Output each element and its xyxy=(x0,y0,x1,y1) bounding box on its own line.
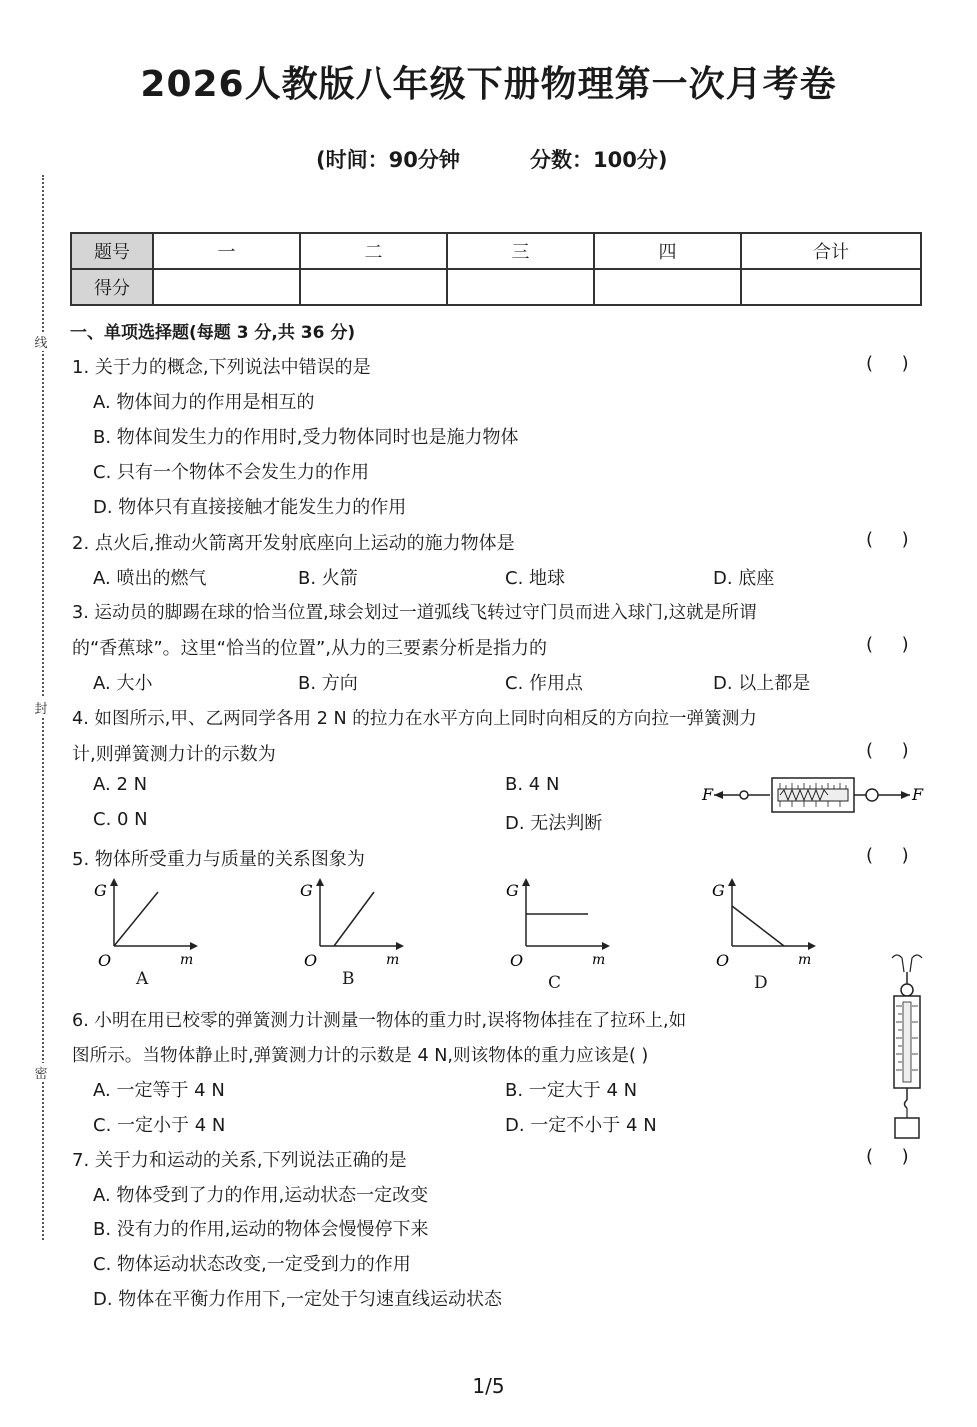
q2-answer-paren[interactable]: ( ) xyxy=(866,529,909,550)
q7-option-a: A. 物体受到了力的作用,运动状态一定改变 xyxy=(93,1185,429,1206)
exam-time: (时间：90分钟 xyxy=(316,148,460,172)
q5-answer-paren[interactable]: ( ) xyxy=(866,845,909,866)
page-number: 1/5 xyxy=(472,1374,505,1398)
q3-stem-line-2: 的“香蕉球”。这里“恰当的位置”,从力的三要素分析是指力的 xyxy=(72,638,548,659)
score-table-col-total: 合计 xyxy=(741,233,921,269)
page-title: 2026人教版八年级下册物理第一次月考卷 xyxy=(140,64,837,105)
score-table-col-4: 四 xyxy=(594,233,741,269)
q7-option-b: B. 没有力的作用,运动的物体会慢慢停下来 xyxy=(93,1219,429,1240)
q1-option-c: C. 只有一个物体不会发生力的作用 xyxy=(93,462,370,483)
score-table-col-1: 一 xyxy=(153,233,300,269)
score-cell-total[interactable] xyxy=(741,269,921,305)
score-cell-4[interactable] xyxy=(594,269,741,305)
score-table-col-2: 二 xyxy=(300,233,447,269)
q5-graph-a-x-arrow-icon xyxy=(190,942,198,950)
q5-graph-b xyxy=(294,876,414,976)
q5-graph-d-label: D xyxy=(754,973,768,993)
q5-graph-c-origin: O xyxy=(510,951,524,970)
q1-option-b: B. 物体间发生力的作用时,受力物体同时也是施力物体 xyxy=(93,427,519,448)
q6-stem-line-2: 图所示。当物体静止时,弹簧测力计的示数是 4 N,则该物体的重力应该是( ) xyxy=(72,1046,649,1066)
q6-option-b: B. 一定大于 4 N xyxy=(505,1080,638,1101)
q7-stem: 7. 关于力和运动的关系,下列说法正确的是 xyxy=(72,1150,407,1171)
section-1-title: 一、单项选择题(每题 3 分,共 36 分) xyxy=(70,323,356,343)
q6-hand-icon xyxy=(892,955,922,972)
q7-answer-paren[interactable]: ( ) xyxy=(866,1146,909,1167)
q4-stem-line-2: 计,则弹簧测力计的示数为 xyxy=(72,744,276,765)
q4-left-hook-icon xyxy=(740,791,748,799)
q5-graph-c-y-label: G xyxy=(506,881,519,900)
q6-hanging-scale-figure xyxy=(882,950,932,1140)
q6-weight-block xyxy=(895,1118,919,1138)
q5-graph-b-y-arrow-icon xyxy=(316,878,324,886)
q3-stem-line-1: 3. 运动员的脚踢在球的恰当位置,球会划过一道弧线飞转过守门员而进入球门,这就是所谓 xyxy=(72,603,757,623)
q5-graph-d-line xyxy=(732,906,784,946)
q3-option-c: C. 作用点 xyxy=(505,673,584,694)
q5-graph-a-y-label: G xyxy=(94,881,107,900)
binding-char-secret: 密 xyxy=(30,1063,52,1082)
q3-option-d: D. 以上都是 xyxy=(713,673,811,694)
score-table xyxy=(70,232,922,306)
q5-graph-c-x-arrow-icon xyxy=(602,942,610,950)
score-table-score-row xyxy=(71,269,921,305)
q5-graph-a-line xyxy=(114,892,158,946)
q4-left-arrow-icon xyxy=(714,791,723,799)
q3-option-a: A. 大小 xyxy=(93,673,153,694)
q2-option-c: C. 地球 xyxy=(505,568,566,589)
q4-spring-scale-figure xyxy=(700,770,930,820)
q6-scale-slot xyxy=(903,1002,911,1082)
q2-stem: 2. 点火后,推动火箭离开发射底座向上运动的施力物体是 xyxy=(72,533,515,554)
q1-option-a: A. 物体间力的作用是相互的 xyxy=(93,392,315,413)
q5-graph-a-y-arrow-icon xyxy=(110,878,118,886)
q6-option-a: A. 一定等于 4 N xyxy=(93,1080,225,1101)
q5-graph-d-y-arrow-icon xyxy=(728,878,736,886)
q5-graph-d xyxy=(706,876,826,976)
score-cell-2[interactable] xyxy=(300,269,447,305)
q5-graph-b-x-label: m xyxy=(386,952,400,968)
q5-graph-b-y-label: G xyxy=(300,881,313,900)
q5-graph-a-label: A xyxy=(136,969,149,989)
q2-option-d: D. 底座 xyxy=(713,568,775,589)
q4-option-c: C. 0 N xyxy=(93,809,148,830)
score-table-header-row xyxy=(71,233,921,269)
q5-graph-c-y-arrow-icon xyxy=(522,878,530,886)
q5-graph-d-origin: O xyxy=(716,951,730,970)
q4-answer-paren[interactable]: ( ) xyxy=(866,740,909,761)
q7-option-d: D. 物体在平衡力作用下,一定处于匀速直线运动状态 xyxy=(93,1289,503,1310)
q5-graph-a-origin: O xyxy=(98,951,112,970)
q4-force-label-right: F xyxy=(912,785,924,804)
q5-graph-b-origin: O xyxy=(304,951,318,970)
score-table-col-3: 三 xyxy=(447,233,594,269)
q5-graph-c-label: C xyxy=(548,973,562,993)
q5-graph-d-x-label: m xyxy=(798,952,812,968)
q4-right-arrow-icon xyxy=(901,791,910,799)
q4-option-b: B. 4 N xyxy=(505,774,560,795)
q5-graph-c xyxy=(500,876,620,976)
q5-graph-b-x-arrow-icon xyxy=(396,942,404,950)
q1-stem: 1. 关于力的概念,下列说法中错误的是 xyxy=(72,357,371,378)
q2-option-b: B. 火箭 xyxy=(298,568,358,589)
score-cell-3[interactable] xyxy=(447,269,594,305)
score-table-score-label: 得分 xyxy=(71,269,153,305)
exam-total-score: 分数：100分) xyxy=(530,148,668,172)
q3-option-b: B. 方向 xyxy=(298,673,358,694)
q5-graph-d-x-arrow-icon xyxy=(808,942,816,950)
q4-stem-line-1: 4. 如图所示,甲、乙两同学各用 2 N 的拉力在水平方向上同时向相反的方向拉一弹簧测力 xyxy=(72,709,757,729)
q6-stem-line-1: 6. 小明在用已校零的弹簧测力计测量一物体的重力时,误将物体挂在了拉环上,如 xyxy=(72,1011,687,1031)
q5-graph-b-line xyxy=(334,892,374,946)
q1-answer-paren[interactable]: ( ) xyxy=(866,353,909,374)
q7-option-c: C. 物体运动状态改变,一定受到力的作用 xyxy=(93,1254,411,1275)
q2-option-a: A. 喷出的燃气 xyxy=(93,568,207,589)
q5-graph-b-label: B xyxy=(342,969,355,989)
score-cell-1[interactable] xyxy=(153,269,300,305)
q1-option-d: D. 物体只有直接接触才能发生力的作用 xyxy=(93,497,407,518)
q4-force-label-left: F xyxy=(702,785,714,804)
q3-answer-paren[interactable]: ( ) xyxy=(866,634,909,655)
q4-option-d: D. 无法判断 xyxy=(505,813,603,834)
q5-stem: 5. 物体所受重力与质量的关系图象为 xyxy=(72,849,365,870)
q5-graph-c-x-label: m xyxy=(592,952,606,968)
q5-graph-d-y-label: G xyxy=(712,881,725,900)
q6-option-d: D. 一定不小于 4 N xyxy=(505,1115,657,1136)
q5-graph-a-x-label: m xyxy=(180,952,194,968)
binding-char-line: 线 xyxy=(30,332,52,351)
q6-pull-ring-icon xyxy=(901,984,913,996)
q5-graph-a xyxy=(88,876,208,976)
binding-char-seal: 封 xyxy=(30,698,52,717)
q6-option-c: C. 一定小于 4 N xyxy=(93,1115,226,1136)
score-table-header-label: 题号 xyxy=(71,233,153,269)
q6-bottom-hook-icon xyxy=(905,1100,908,1108)
q4-option-a: A. 2 N xyxy=(93,774,148,795)
q4-pull-ring-icon xyxy=(866,789,878,801)
